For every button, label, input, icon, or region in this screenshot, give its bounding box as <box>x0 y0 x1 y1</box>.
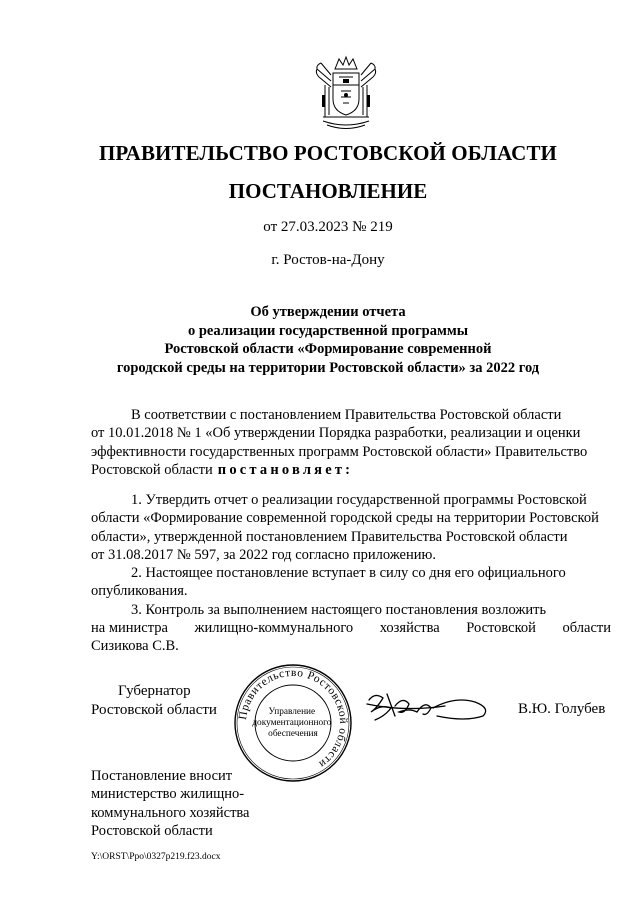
item-3-line: 3. Контроль за выполнением настоящего постановления возложить <box>131 601 547 618</box>
item-2-line: 2. Настоящее постановление вступает в силу со дня его официального <box>131 565 566 582</box>
svg-text:Управление документационно: Управление документационного обеспечения <box>252 707 332 739</box>
decree-word: постановляет: <box>217 461 354 478</box>
document-date-number: от 27.03.2023 № 219 <box>263 219 393 235</box>
item-1-line: от 31.08.2017 № 597, за 2022 год согласно приложению. <box>91 546 436 563</box>
document-city: г. Ростов-на-Дону <box>271 252 385 268</box>
organization-title: ПРАВИТЕЛЬСТВО РОСТОВСКОЙ ОБЛАСТИ <box>99 141 557 165</box>
preamble-line: В соответствии с постановлением Правительства Ростовской области <box>131 407 562 423</box>
official-stamp <box>232 662 354 784</box>
decree-items <box>91 491 611 656</box>
preamble-line: от 10.01.2018 № 1 «Об утверждении Порядка разработки, реализации и оценки <box>91 425 581 442</box>
title-line: Ростовской области «Формирование современной <box>164 341 492 357</box>
title-line: Об утверждении отчета <box>250 304 406 320</box>
item-1-line: 1. Утвердить отчет о реализации государственной программы Ростовской <box>131 492 587 508</box>
item-1-line: области «Формирование современной городской среды на территории Ростовской <box>91 510 599 527</box>
coat-of-arms-icon <box>313 55 379 133</box>
preamble-paragraph <box>91 406 611 479</box>
document-title <box>0 303 640 377</box>
svg-text:Правительство Ростовской облас: Правительство Ростовской области <box>236 666 350 771</box>
preamble-last-line: Ростовской области <box>91 461 213 478</box>
signatory-name: В.Ю. Голубев <box>518 701 606 717</box>
item-3-line: на министра жилищно-коммунального хозяйства Ростовской области <box>91 620 611 637</box>
signatory-position: Губернатор Ростовской области <box>91 683 217 718</box>
file-path: Y:\ORST\Ppo\0327p219.f23.docx <box>91 852 221 862</box>
item-2-line: опубликования. <box>91 583 188 600</box>
title-line: о реализации государственной программы <box>187 322 469 339</box>
preamble-line: эффективности государственных программ Ростовской области» Правительство <box>91 443 588 460</box>
submitter-note: Постановление вносит министерство жилищно- коммунального хозяйства Ростовской области <box>91 768 250 839</box>
title-line: городской среды на территории Ростовской области» за 2022 год <box>116 359 540 376</box>
preamble-line <box>91 461 611 479</box>
item-3-line: Сизикова С.В. <box>91 638 179 655</box>
document-type: ПОСТАНОВЛЕНИЕ <box>228 179 428 203</box>
item-1-line: области», утвержденной постановлением Правительства Ростовской области <box>91 528 568 545</box>
handwritten-signature <box>365 686 495 726</box>
